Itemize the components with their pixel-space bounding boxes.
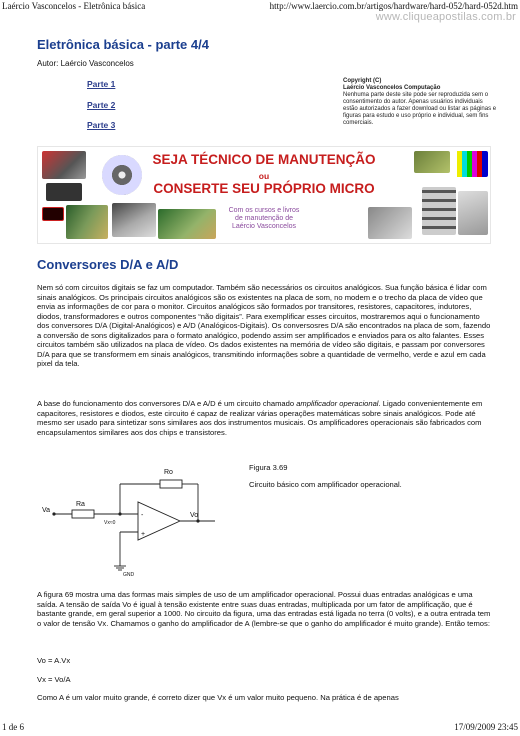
label-gnd: GND bbox=[123, 572, 135, 578]
watermark: www.cliqueapostilas.com.br bbox=[375, 11, 516, 23]
copyright-text: Nenhuma parte deste site pode ser reproduzida sem o consentimento do autor. Apenas usuários individuais estão autorizados a fazer download ou listar as páginas e figuras para estudo e uso próprio e individual, sem fins comerciais. bbox=[343, 92, 497, 126]
paragraph-opamp-a: A base do funcionamento dos conversores D/A e A/D é um circuito chamado bbox=[37, 399, 297, 408]
page-counter: 1 de 6 bbox=[2, 722, 24, 732]
node-dot-minus bbox=[118, 512, 121, 515]
part-1-link[interactable]: Parte 1 bbox=[87, 79, 116, 89]
author-line: Autor: Laércio Vasconcelos bbox=[37, 59, 134, 68]
resistor-ra bbox=[72, 510, 94, 518]
equation-2: Vx = Vo/A bbox=[37, 675, 71, 684]
part-3-link[interactable]: Parte 3 bbox=[87, 120, 116, 130]
print-header-url: http://www.laercio.com.br/artigos/hardware/hard-052/hard-052d.htm bbox=[269, 1, 518, 11]
paragraph-opamp-term: amplificador operacional bbox=[296, 399, 379, 408]
banner-subtext-2: de manutenção de bbox=[235, 215, 293, 222]
print-header-title: Laércio Vasconcelos - Eletrônica básica bbox=[2, 1, 146, 11]
node-dot-output bbox=[196, 519, 199, 522]
label-plus: + bbox=[141, 531, 146, 538]
paragraph-opamp-b: . Ligado convenientemente em capacitores, resistores e diodos, este circuito é capaz de realizar várias operações matemáticas sobre sinais analógicos. Pode até mesmo ser usado para sintetizar sons similares aos dos instrumentos musicais. Os amplificadores operacionais são fabricados com encapsulamentos similares aos dos chips e transistores. bbox=[37, 399, 483, 437]
banner-subtext-3: Laércio Vasconcelos bbox=[231, 223, 297, 230]
paragraph-opamp bbox=[37, 399, 491, 437]
page-title: Eletrônica básica - parte 4/4 bbox=[37, 37, 209, 52]
label-vx: Vx≈0 bbox=[104, 520, 116, 526]
banner-ad[interactable] bbox=[37, 146, 491, 244]
print-timestamp: 17/09/2009 23:45 bbox=[454, 722, 518, 732]
banner-headline-2: CONSERTE SEU PRÓPRIO MICRO bbox=[153, 181, 375, 196]
copyright-name: Laércio Vasconcelos Computação bbox=[343, 85, 441, 91]
banner-headline-1: SEJA TÉCNICO DE MANUTENÇÃO bbox=[152, 152, 376, 167]
banner-subtext-1: Com os cursos e livros bbox=[228, 207, 300, 214]
figure-number: Figura 3.69 bbox=[249, 463, 288, 472]
label-minus: - bbox=[141, 512, 144, 519]
banner-headline-or: ou bbox=[258, 171, 270, 181]
figure-caption: Circuito básico com amplificador operacional. bbox=[249, 480, 402, 489]
print-footer bbox=[2, 722, 518, 734]
label-ra: Ra bbox=[76, 501, 85, 508]
banner-subtext bbox=[38, 207, 490, 231]
label-ro: Ro bbox=[164, 469, 173, 476]
part-2-link[interactable]: Parte 2 bbox=[87, 99, 116, 110]
copyright-title: Copyright (C) bbox=[343, 78, 382, 84]
equation-1: Vo = A.Vx bbox=[37, 656, 71, 665]
copyright-notice bbox=[343, 78, 498, 127]
opamp-circuit-diagram bbox=[40, 462, 230, 580]
paragraph-intro: Nem só com circuitos digitais se faz um computador. Também são necessários os circuitos analógicos. Sua função básica é lidar com sinais analógicos. Os principais circuitos analógicos são os existentes na placa de som, no modem e o trecho da placa de vídeo que envia as informações de cor para o monitor. Circuitos analógicos são formados por transitores, resistores, capacitores, indutores, diodos, transformadores e outros componentes “não digitais”. Para exemplificar esses circuitos, mostraremos aqui o funcionamento dos conversores D/A (Digital-Analógicos) e A/D (Analógicos-Digitais). Os conversosres D/A são encontrados na placa de som, fazendo a conversão de sons digitalizados para o formato analógico, podendo assim ser amplificados e enviados para os alto falantes. Esses circuitos também são utilizados na placa de vídeo. Os dados existentes na memória de vídeo são digitais, e passam por conversores D/A para que se transformem em sinais analógicos, transmitindo informações sobre a quantidade de vermelho, verde e azul em cada pixel da tela. bbox=[37, 283, 491, 368]
paragraph-continuation: Como A é um valor muito grande, é correto dizer que Vx é um valor muito pequeno. Na prática é de apenas bbox=[37, 693, 399, 702]
parts-nav bbox=[87, 79, 115, 141]
paragraph-figure-explanation: A figura 69 mostra uma das formas mais simples de uso de um amplificador operacional. Possui duas entradas analógicas e uma saída. A tensão de saída Vo é igual à tensão existente entre suas duas entradas, multiplicada por um fator de amplificação, que é bastante grande, em geral superior a 1000. No circuito da figura, uma das entradas está ligada no terra (0 volts), e a outra entrada tem o valor de tensão Vx. Chamamos o ganho do amplificador de A (lembre-se que o ganho do amplificador é muito grande). Então temos: bbox=[37, 590, 491, 628]
label-va: Va bbox=[42, 507, 51, 514]
section-title: Conversores D/A e A/D bbox=[37, 257, 179, 272]
label-vo: Vo bbox=[190, 512, 199, 519]
resistor-ro bbox=[160, 480, 182, 488]
node-dot-input bbox=[52, 512, 55, 515]
